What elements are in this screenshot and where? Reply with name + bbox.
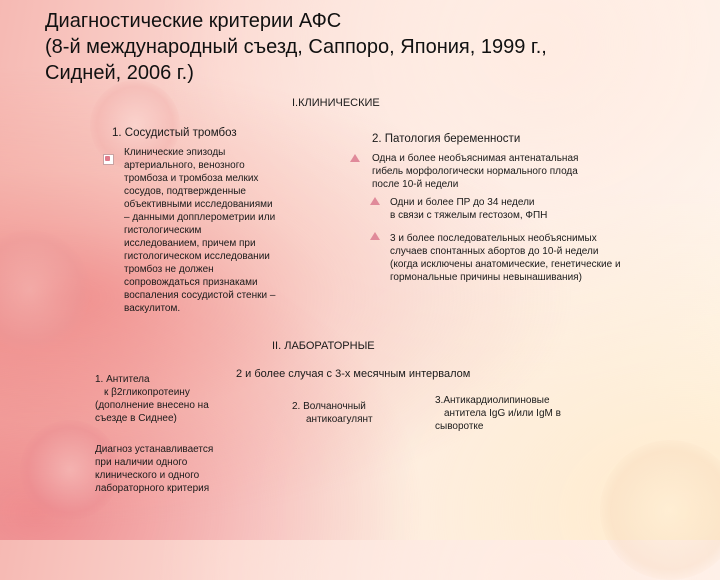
text-line: воспаления сосудистой стенки – — [124, 290, 276, 301]
text-line: 3 и более последовательных необъяснимых — [390, 233, 597, 244]
background-flower — [600, 440, 720, 580]
text-line: лабораторного критерия — [95, 483, 210, 494]
text-line: сопровождаться признаками — [124, 277, 258, 288]
bullet-icon — [350, 154, 360, 162]
text-line: объективными исследованиями — [124, 199, 273, 210]
text-line: 2. Волчаночный — [292, 401, 366, 412]
pregnancy-heading: 2. Патология беременности — [372, 133, 521, 145]
text-line: (когда исключены анатомические, генетические и — [390, 259, 621, 270]
text-line: – данными допплерометрии или — [124, 212, 276, 223]
diagnosis-note — [95, 443, 213, 495]
text-line: антикоагулянт — [306, 414, 373, 425]
text-line: тромбоз не должен — [124, 264, 214, 275]
text-line: сыворотке — [435, 421, 484, 432]
clinical-heading: I.КЛИНИЧЕСКИЕ — [292, 97, 380, 109]
text-line: Одни и более ПР до 34 недели — [390, 197, 535, 208]
vascular-text — [124, 146, 275, 315]
background-flower — [0, 230, 90, 350]
pregnancy-item-3 — [390, 232, 621, 284]
text-line: съезде в Сиднее) — [95, 413, 177, 424]
text-line: васкулитом. — [124, 303, 181, 314]
bullet-icon — [103, 154, 114, 165]
lab-item-3 — [435, 394, 561, 433]
text-line: антитела IgG и/или IgM в — [444, 408, 561, 419]
text-line: Клинические эпизоды — [124, 147, 226, 158]
lab-heading: II. ЛАБОРАТОРНЫЕ — [272, 340, 375, 352]
text-line: исследованием, причем при — [124, 238, 256, 249]
lab-item-2 — [292, 400, 373, 426]
text-line: артериального, венозного — [124, 160, 245, 171]
text-line: случаев спонтанных абортов до 10-й недели — [390, 246, 599, 257]
text-line: 3.Антикардиолипиновые — [435, 395, 550, 406]
title-line: Сидней, 2006 г.) — [45, 62, 194, 84]
text-line: (дополнение внесено на — [95, 400, 209, 411]
text-line: в связи с тяжелым гестозом, ФПН — [390, 210, 548, 221]
pregnancy-item-2 — [390, 196, 547, 222]
vascular-heading: 1. Сосудистый тромбоз — [112, 127, 237, 139]
text-line: при наличии одного — [95, 457, 188, 468]
title-line: Диагностические критерии АФС — [45, 10, 342, 32]
text-line: тромбоза и тромбоза мелких — [124, 173, 259, 184]
text-line: гормональные причины невынашивания) — [390, 272, 582, 283]
slide-title — [45, 8, 547, 86]
text-line: Одна и более необъяснимая антенатальная — [372, 153, 579, 164]
title-line: (8-й международный съезд, Саппоро, Япония, 1999 г., — [45, 36, 547, 58]
text-line: после 10-й недели — [372, 179, 459, 190]
text-line: гистологическим — [124, 225, 202, 236]
bullet-icon — [370, 232, 380, 240]
lab-item-1 — [95, 373, 209, 425]
pregnancy-item-1 — [372, 152, 578, 191]
text-line: гибель морфологически нормального плода — [372, 166, 578, 177]
text-line: к β2гликопротеину — [104, 387, 190, 398]
bullet-icon — [370, 197, 380, 205]
text-line: 1. Антитела — [95, 374, 150, 385]
text-line: клинического и одного — [95, 470, 200, 481]
text-line: Диагноз устанавливается — [95, 444, 214, 455]
text-line: гистологическом исследовании — [124, 251, 270, 262]
lab-interval: 2 и более случая с 3-х месячным интервалом — [236, 368, 471, 380]
text-line: сосудов, подтвержденные — [124, 186, 246, 197]
